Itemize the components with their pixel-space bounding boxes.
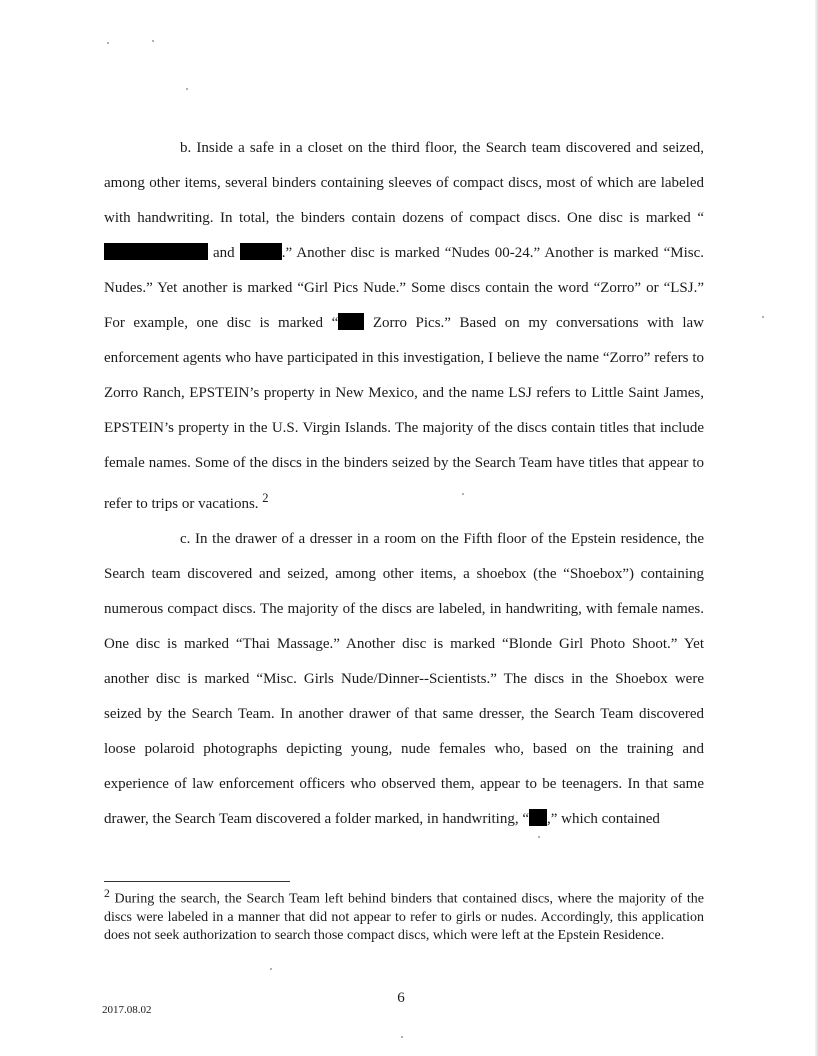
scan-speck — [107, 42, 109, 44]
scan-speck — [186, 88, 188, 90]
paragraph-b-text-4: Zorro Pics.” Based on my conversations with law enforcement agents who have participated in this investigation, I believe the name “Zorro” refers to Zorro Ranch, EPSTEIN’s property in New Mexico, and the name LSJ refers to Little Saint James, EPSTEIN’s property in the U.S. Virgin Islands. The majority of the discs contain titles that include female names. Some of the discs in the binders seized by the Search Team have titles that appear to refer to trips or vacations. — [104, 315, 704, 512]
redaction-box — [104, 243, 208, 260]
document-date-stamp: 2017.08.02 — [102, 1004, 152, 1016]
footnote-reference: 2 — [262, 491, 269, 505]
scan-speck — [152, 40, 154, 42]
paragraph-b — [104, 131, 704, 522]
paragraph-c-text-2: ,” which contained — [547, 811, 660, 827]
paragraph-b-text-3: .” Another disc is marked “Nudes 00-24.” Another is marked “Misc. Nudes.” Yet another is marked “Girl Pics Nude.” Some discs contain the word “Zorro” or “LSJ.” For example, one disc is marked “ — [104, 245, 704, 331]
footnote-text: During the search, the Search Team left behind binders that contained discs, where the majority of the discs were labeled in a manner that did not appear to refer to girls or nudes. Accordingly, this application does not seek authorization to search those compact discs, which were left at the Epstein Residence. — [104, 891, 704, 943]
page-number: 6 — [397, 990, 405, 1006]
scan-speck — [538, 836, 540, 838]
paragraph-b-text-1: b. Inside a safe in a closet on the third floor, the Search team discovered and seized, among other items, several binders containing sleeves of compact discs, most of which are labeled with handwriting. In total, the binders contain dozens of compact discs. One disc is marked “ — [104, 140, 704, 226]
footnote-divider — [104, 881, 290, 882]
scan-speck — [462, 493, 464, 495]
body-text — [104, 131, 704, 837]
redaction-box — [529, 809, 547, 826]
scan-speck — [270, 968, 272, 970]
paragraph-c — [104, 522, 704, 837]
paragraph-b-text-2: and — [208, 245, 240, 261]
footnote-number: 2 — [104, 887, 110, 900]
redaction-box — [338, 313, 364, 330]
paragraph-c-text-1: c. In the drawer of a dresser in a room on the Fifth floor of the Epstein residence, the Search team discovered and seized, among other items, a shoebox (the “Shoebox”) containing numerous compact discs. The majority of the discs are labeled, in handwriting, with female names. One disc is marked “Thai Massage.” Another disc is marked “Blonde Girl Photo Shoot.” Yet another disc is marked “Misc. Girls Nude/Dinner--Scientists.” The discs in the Shoebox were seized by the Search Team. In another drawer of that same dresser, the Search Team discovered loose polaroid photographs depicting young, nude females who, based on the training and experience of law enforcement officers who observed them, appear to be teenagers. In that same drawer, the Search Team discovered a folder marked, in handwriting, “ — [104, 531, 704, 827]
redaction-box — [240, 243, 282, 260]
scan-speck — [762, 316, 764, 318]
footnote — [104, 885, 704, 945]
scan-speck — [401, 1036, 403, 1038]
